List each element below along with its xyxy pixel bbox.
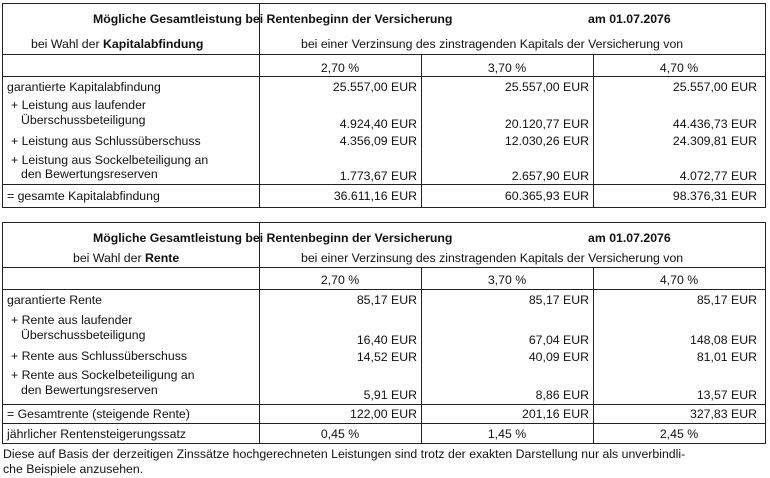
- disclaimer: [3, 447, 769, 477]
- choice-option: Kapitalabfindung: [103, 37, 204, 51]
- rate-header: 2,70 %: [320, 61, 360, 75]
- total-value: 60.365,93 EUR: [504, 189, 589, 203]
- value-cell: 12.030,26 EUR: [504, 134, 589, 148]
- value-cell: 1.773,67 EUR: [339, 169, 417, 183]
- table-title: Mögliche Gesamtleistung bei Rentenbeginn der Versicherung: [93, 231, 453, 245]
- choice-prefix: bei Wahl der: [31, 37, 100, 51]
- growth-rate-value: 2,45 %: [659, 427, 699, 441]
- row-label: Überschussbeteiligung: [21, 113, 146, 127]
- divider: [3, 184, 765, 185]
- divider: [3, 404, 765, 405]
- row-label: garantierte Rente: [7, 293, 103, 307]
- divider: [3, 423, 765, 424]
- value-cell: 25.557,00 EUR: [504, 80, 589, 94]
- total-label: = gesamte Kapitalabfindung: [7, 189, 160, 203]
- row-label: + Rente aus Sockelbeteiligung an: [11, 368, 195, 382]
- growth-rate-label: jährlicher Rentensteigerungssatz: [7, 427, 187, 441]
- table-date: am 01.07.2076: [588, 12, 671, 26]
- value-cell: 4.356,09 EUR: [339, 134, 417, 148]
- value-cell: 85,17 EUR: [356, 293, 417, 307]
- value-cell: 4.924,40 EUR: [339, 117, 417, 131]
- divider: [259, 4, 260, 207]
- row-label: den Bewertungsreserven: [21, 167, 158, 181]
- interest-heading: bei einer Verzinsung des zinstragenden Kapitals der Versicherung von: [301, 251, 684, 265]
- row-label: + Leistung aus Sockelbeteiligung an: [11, 153, 209, 167]
- value-cell: 20.120,77 EUR: [504, 117, 589, 131]
- row-label: garantierte Kapitalabfindung: [7, 80, 161, 94]
- table-date: am 01.07.2076: [588, 231, 671, 245]
- row-label: den Bewertungsreserven: [21, 383, 158, 397]
- total-value: 98.376,31 EUR: [672, 189, 757, 203]
- divider: [593, 54, 594, 207]
- value-cell: 85,17 EUR: [528, 293, 589, 307]
- value-cell: 81,01 EUR: [696, 350, 757, 364]
- rate-header: 2,70 %: [320, 273, 360, 287]
- value-cell: 44.436,73 EUR: [672, 117, 757, 131]
- value-cell: 13,57 EUR: [696, 388, 757, 402]
- value-cell: 24.309,81 EUR: [672, 134, 757, 148]
- row-label: + Rente aus Schlussüberschuss: [11, 349, 188, 363]
- total-value: 122,00 EUR: [350, 407, 417, 421]
- interest-heading: bei einer Verzinsung des zinstragenden Kapitals der Versicherung von: [301, 37, 684, 51]
- growth-rate-value: 0,45 %: [320, 427, 360, 441]
- value-cell: 14,52 EUR: [356, 350, 417, 364]
- value-cell: 4.072,77 EUR: [679, 169, 757, 183]
- choice-label: [73, 251, 179, 265]
- choice-option: Rente: [145, 251, 180, 265]
- total-value: 327,83 EUR: [690, 407, 757, 421]
- value-cell: 8,86 EUR: [535, 388, 589, 402]
- divider: [593, 267, 594, 443]
- choice-label: [31, 37, 203, 51]
- table-title: Mögliche Gesamtleistung bei Rentenbeginn der Versicherung: [93, 12, 453, 26]
- divider: [421, 267, 422, 443]
- value-cell: 25.557,00 EUR: [672, 80, 757, 94]
- value-cell: 85,17 EUR: [696, 293, 757, 307]
- divider: [3, 267, 765, 268]
- value-cell: 2.657,90 EUR: [511, 169, 589, 183]
- capital-table: [2, 3, 766, 208]
- rate-header: 4,70 %: [659, 61, 699, 75]
- value-cell: 67,04 EUR: [528, 333, 589, 347]
- value-cell: 5,91 EUR: [363, 388, 417, 402]
- divider: [421, 54, 422, 207]
- row-label: + Leistung aus Schlussüberschuss: [11, 134, 201, 148]
- value-cell: 148,08 EUR: [690, 333, 757, 347]
- total-value: 201,16 EUR: [522, 407, 589, 421]
- growth-rate-value: 1,45 %: [487, 427, 527, 441]
- row-label: + Leistung aus laufender: [11, 98, 147, 112]
- rate-header: 3,70 %: [487, 273, 527, 287]
- value-cell: 25.557,00 EUR: [332, 80, 417, 94]
- total-label: = Gesamtrente (steigende Rente): [7, 407, 190, 421]
- choice-prefix: bei Wahl der: [73, 251, 142, 265]
- divider: [3, 76, 765, 77]
- disclaimer-line: Diese auf Basis der derzeitigen Zinssätze hochgerechneten Leistungen sind trotz der exakten Darstellung nur als unverbindli-: [3, 447, 686, 461]
- total-value: 36.611,16 EUR: [333, 189, 417, 203]
- divider: [3, 54, 765, 55]
- row-label: + Rente aus laufender: [11, 313, 133, 327]
- row-label: Überschussbeteiligung: [21, 328, 146, 342]
- pension-table: [2, 222, 766, 444]
- rate-header: 3,70 %: [487, 61, 527, 75]
- divider: [3, 289, 765, 290]
- rate-header: 4,70 %: [659, 273, 699, 287]
- value-cell: 16,40 EUR: [356, 333, 417, 347]
- divider: [259, 223, 260, 443]
- disclaimer-line: che Beispiele anzusehen.: [3, 462, 144, 476]
- value-cell: 40,09 EUR: [528, 350, 589, 364]
